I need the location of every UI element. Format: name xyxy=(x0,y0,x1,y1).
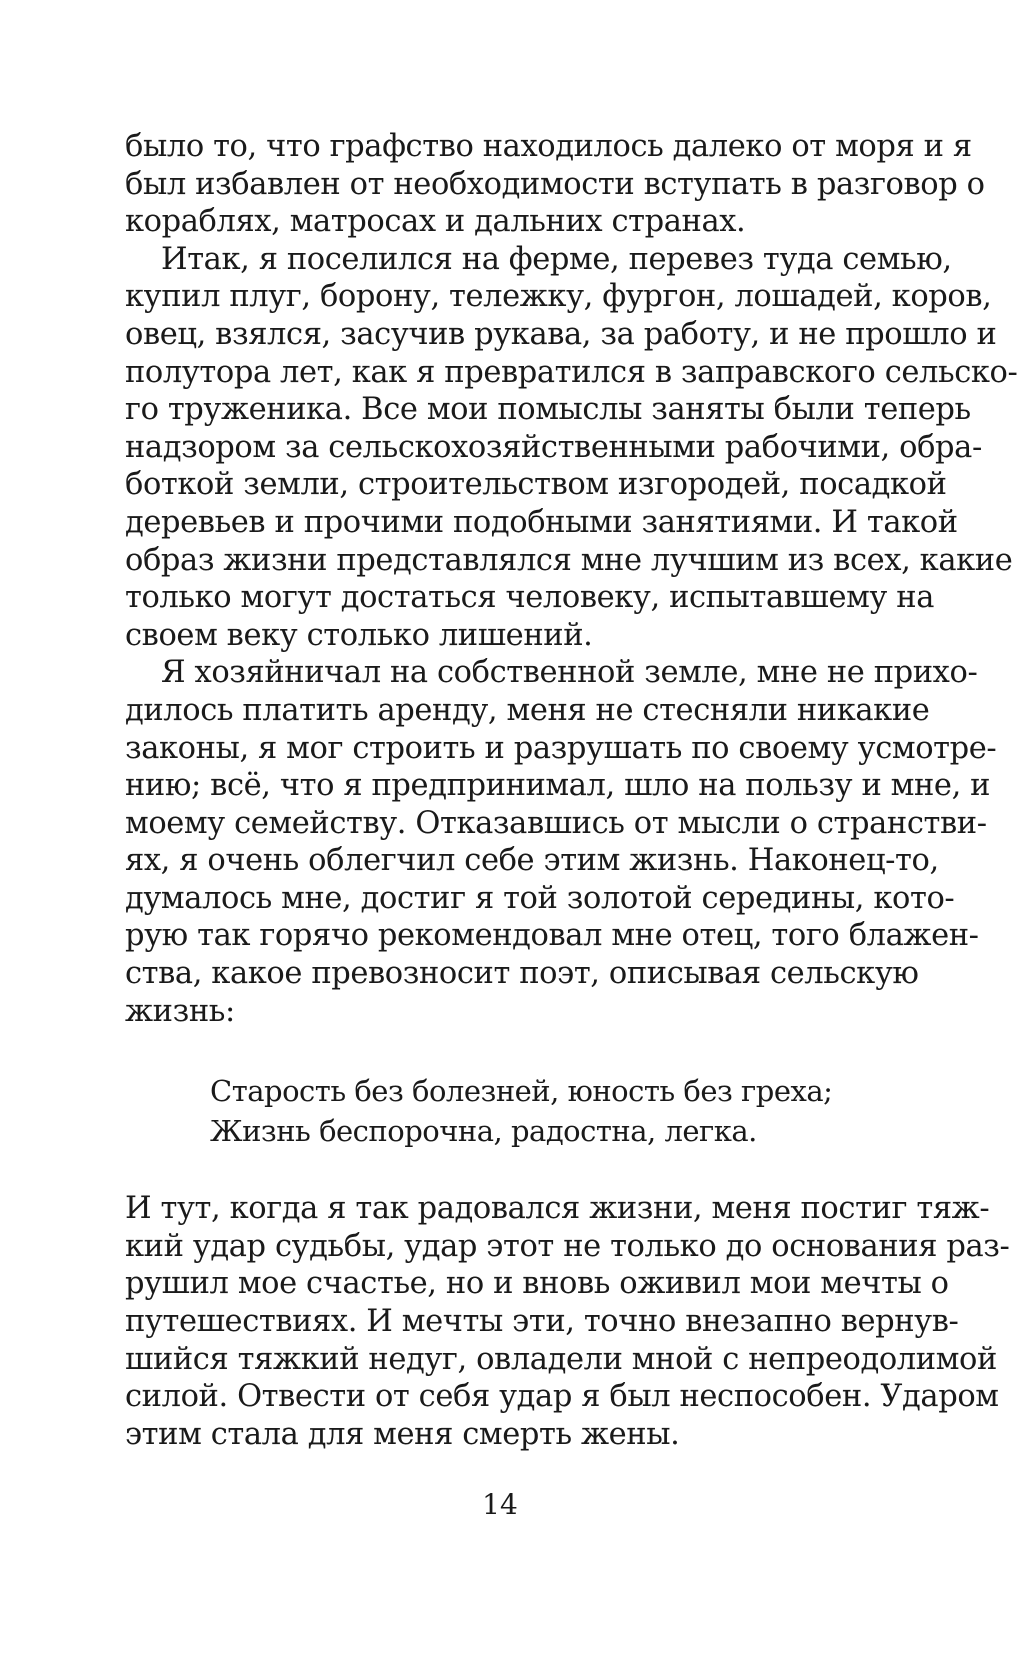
text-line: было то, что графство находилось далеко от моря и я xyxy=(125,129,972,164)
text-line: деревьев и прочими подобными занятиями. И такой xyxy=(125,504,958,540)
text-line: законы, я мог строить и разрушать по своему усмотре- xyxy=(125,730,997,766)
text-line: кораблях, матросах и дальних странах. xyxy=(125,204,746,240)
text-line: своем веку столько лишений. xyxy=(125,617,593,653)
text-line: дилось платить аренду, меня не стесняли никакие xyxy=(125,692,930,728)
paragraph-1 xyxy=(125,128,985,241)
text-line: надзором за сельскохозяйственными рабочими, обра- xyxy=(125,429,982,465)
page-number: 14 xyxy=(482,1488,518,1521)
text-line: моему семейству. Отказавшись от мысли о странстви- xyxy=(125,805,987,841)
text-line: рую так горячо рекомендовал мне отец, того блажен- xyxy=(125,918,979,954)
text-line: ства, какое превозносит поэт, описывая сельскую xyxy=(125,956,919,992)
paragraph-3 xyxy=(125,654,997,1030)
poem-line: Жизнь беспорочна, радостна, легка. xyxy=(210,1114,757,1149)
paragraph-2 xyxy=(125,241,1017,655)
text-line: нию; всё, что я предпринимал, шло на пользу и мне, и xyxy=(125,768,991,804)
text-line: только могут достаться человеку, испытавшему на xyxy=(125,580,934,616)
text-line: кий удар судьбы, удар этот не только до основания раз- xyxy=(125,1228,1010,1264)
page-body xyxy=(125,128,1017,1453)
text-line: И тут, когда я так радовался жизни, меня постиг тяж- xyxy=(125,1191,990,1227)
text-line: Я хозяйничал на собственной земле, мне не прихо- xyxy=(161,655,978,691)
text-line: образ жизни представлялся мне лучшим из всех, какие xyxy=(125,542,1013,578)
text-line: рушил мое счастье, но и вновь оживил мои мечты о xyxy=(125,1266,949,1302)
text-line: был избавлен от необходимости вступать в разговор о xyxy=(125,166,985,202)
text-line: полутора лет, как я превратился в заправского сельско- xyxy=(125,354,1017,390)
text-line: жизнь: xyxy=(125,993,235,1029)
text-line: шийся тяжкий недуг, овладели мной с непреодолимой xyxy=(125,1341,997,1377)
text-line: купил плуг, борону, тележку, фургон, лошадей, коров, xyxy=(125,279,992,315)
text-line: этим стала для меня смерть жены. xyxy=(125,1416,680,1452)
text-line: Итак, я поселился на ферме, перевез туда семью, xyxy=(161,241,952,277)
text-line: ях, я очень облегчил себе этим жизнь. Наконец-то, xyxy=(125,843,939,879)
text-line: силой. Отвести от себя удар я был неспособен. Ударом xyxy=(125,1379,999,1415)
poem-quote xyxy=(125,1071,880,1151)
text-line: боткой земли, строительством изгородей, посадкой xyxy=(125,467,947,503)
poem-line: Старость без болезней, юность без греха; xyxy=(210,1074,833,1109)
paragraph-4 xyxy=(125,1190,1010,1453)
text-line: овец, взялся, засучив рукава, за работу, и не прошло и xyxy=(125,316,997,352)
text-line: путешествиях. И мечты эти, точно внезапно вернув- xyxy=(125,1304,959,1340)
text-line: думалось мне, достиг я той золотой середины, кото- xyxy=(125,880,955,916)
text-line: го труженика. Все мои помыслы заняты были теперь xyxy=(125,392,971,428)
